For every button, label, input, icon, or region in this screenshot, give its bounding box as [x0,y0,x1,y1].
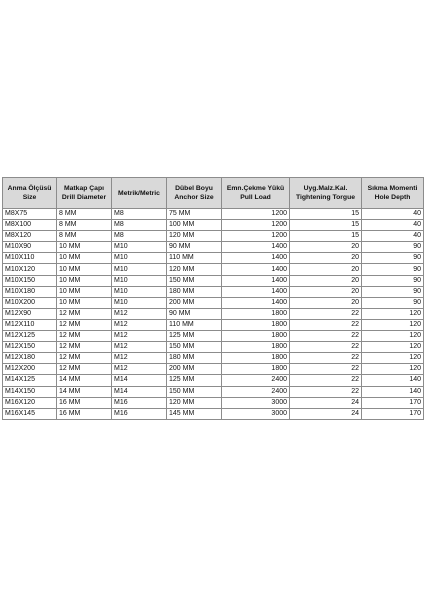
cell-size: M12X125 [3,331,57,342]
cell-tightening-torque: 22 [290,319,362,330]
cell-hole-depth: 120 [362,353,424,364]
cell-pull-load: 1800 [222,364,290,375]
cell-tightening-torque: 22 [290,386,362,397]
cell-hole-depth: 120 [362,342,424,353]
cell-size: M10X180 [3,286,57,297]
cell-metric: M10 [112,242,167,253]
cell-metric: M12 [112,319,167,330]
table-row [3,319,424,330]
cell-pull-load: 1800 [222,331,290,342]
cell-anchor-size: 100 MM [167,220,222,231]
cell-drill-diameter: 12 MM [57,342,112,353]
table-row [3,253,424,264]
table-row [3,286,424,297]
cell-drill-diameter: 10 MM [57,297,112,308]
cell-pull-load: 1400 [222,242,290,253]
cell-anchor-size: 150 MM [167,386,222,397]
header-metric-label: Metrik/Metric [118,189,160,197]
cell-metric: M10 [112,286,167,297]
table-row [3,408,424,419]
cell-drill-diameter: 8 MM [57,231,112,242]
cell-pull-load: 2400 [222,386,290,397]
cell-drill-diameter: 12 MM [57,308,112,319]
cell-anchor-size: 110 MM [167,319,222,330]
cell-hole-depth: 120 [362,319,424,330]
table-row [3,231,424,242]
header-drill-diameter [57,178,112,209]
table-row [3,308,424,319]
cell-pull-load: 1400 [222,264,290,275]
header-size-en: Size [22,194,37,201]
cell-hole-depth: 170 [362,408,424,419]
cell-drill-diameter: 14 MM [57,375,112,386]
cell-metric: M10 [112,297,167,308]
cell-tightening-torque: 22 [290,331,362,342]
cell-tightening-torque: 20 [290,286,362,297]
cell-hole-depth: 90 [362,275,424,286]
cell-drill-diameter: 12 MM [57,364,112,375]
table-row [3,342,424,353]
cell-hole-depth: 90 [362,297,424,308]
cell-anchor-size: 150 MM [167,275,222,286]
cell-metric: M8 [112,220,167,231]
table-body [3,209,424,420]
cell-anchor-size: 200 MM [167,364,222,375]
cell-pull-load: 1800 [222,308,290,319]
cell-size: M8X100 [3,220,57,231]
cell-metric: M10 [112,253,167,264]
cell-metric: M12 [112,342,167,353]
table-row [3,242,424,253]
table-row [3,297,424,308]
cell-metric: M14 [112,375,167,386]
header-drill-diameter-tr: Matkap Çapı [63,185,105,192]
cell-pull-load: 1800 [222,342,290,353]
table-row [3,397,424,408]
cell-anchor-size: 120 MM [167,397,222,408]
cell-pull-load: 1400 [222,297,290,308]
cell-drill-diameter: 10 MM [57,242,112,253]
cell-drill-diameter: 10 MM [57,264,112,275]
cell-hole-depth: 140 [362,375,424,386]
header-tightening-torque-tr: Uyg.Malz.Kal. [303,185,348,192]
cell-anchor-size: 145 MM [167,408,222,419]
header-anchor-size [167,178,222,209]
cell-size: M12X90 [3,308,57,319]
cell-pull-load: 1400 [222,286,290,297]
cell-hole-depth: 120 [362,364,424,375]
cell-metric: M12 [112,331,167,342]
cell-drill-diameter: 10 MM [57,286,112,297]
cell-anchor-size: 180 MM [167,286,222,297]
cell-tightening-torque: 20 [290,275,362,286]
table-row [3,220,424,231]
cell-drill-diameter: 10 MM [57,253,112,264]
cell-size: M10X120 [3,264,57,275]
cell-metric: M8 [112,209,167,220]
cell-hole-depth: 90 [362,264,424,275]
header-anchor-size-en: Anchor Size [174,194,214,201]
table-header-row [3,178,424,209]
cell-pull-load: 1200 [222,220,290,231]
cell-pull-load: 3000 [222,397,290,408]
cell-tightening-torque: 15 [290,231,362,242]
cell-hole-depth: 140 [362,386,424,397]
cell-pull-load: 3000 [222,408,290,419]
cell-anchor-size: 90 MM [167,308,222,319]
cell-tightening-torque: 22 [290,375,362,386]
cell-metric: M12 [112,308,167,319]
cell-tightening-torque: 22 [290,308,362,319]
table-row [3,331,424,342]
cell-size: M14X150 [3,386,57,397]
cell-tightening-torque: 22 [290,353,362,364]
table-row [3,264,424,275]
cell-drill-diameter: 8 MM [57,209,112,220]
cell-tightening-torque: 22 [290,364,362,375]
cell-size: M14X125 [3,375,57,386]
cell-metric: M16 [112,408,167,419]
cell-size: M10X150 [3,275,57,286]
header-hole-depth [362,178,424,209]
anchor-spec-table [2,177,424,420]
cell-anchor-size: 125 MM [167,331,222,342]
cell-hole-depth: 120 [362,331,424,342]
table-row [3,275,424,286]
header-size [3,178,57,209]
cell-metric: M12 [112,364,167,375]
cell-tightening-torque: 15 [290,209,362,220]
cell-anchor-size: 125 MM [167,375,222,386]
header-tightening-torque-en: Tightening Torgue [295,194,356,201]
cell-drill-diameter: 16 MM [57,408,112,419]
cell-drill-diameter: 12 MM [57,331,112,342]
header-pull-load [222,178,290,209]
cell-metric: M16 [112,397,167,408]
header-anchor-size-tr: Dübel Boyu [175,185,213,192]
cell-tightening-torque: 20 [290,253,362,264]
cell-pull-load: 1400 [222,275,290,286]
cell-size: M12X200 [3,364,57,375]
cell-anchor-size: 120 MM [167,264,222,275]
cell-metric: M10 [112,264,167,275]
cell-drill-diameter: 12 MM [57,353,112,364]
cell-hole-depth: 40 [362,209,424,220]
cell-drill-diameter: 14 MM [57,386,112,397]
cell-pull-load: 1200 [222,231,290,242]
cell-pull-load: 1800 [222,353,290,364]
cell-drill-diameter: 10 MM [57,275,112,286]
cell-anchor-size: 110 MM [167,253,222,264]
cell-drill-diameter: 12 MM [57,319,112,330]
cell-size: M10X110 [3,253,57,264]
cell-anchor-size: 120 MM [167,231,222,242]
cell-size: M12X150 [3,342,57,353]
header-size-tr: Anma Ölçüsü [7,185,52,192]
cell-hole-depth: 40 [362,220,424,231]
header-hole-depth-en: Hole Depth [374,194,411,201]
header-metric [112,178,167,209]
table-row [3,386,424,397]
cell-metric: M8 [112,231,167,242]
cell-size: M10X90 [3,242,57,253]
header-tightening-torque [290,178,362,209]
cell-pull-load: 2400 [222,375,290,386]
cell-hole-depth: 90 [362,242,424,253]
cell-size: M8X75 [3,209,57,220]
cell-tightening-torque: 20 [290,264,362,275]
cell-tightening-torque: 24 [290,408,362,419]
cell-anchor-size: 90 MM [167,242,222,253]
cell-pull-load: 1400 [222,253,290,264]
cell-metric: M10 [112,275,167,286]
header-hole-depth-tr: Sıkma Momenti [367,185,418,192]
cell-anchor-size: 200 MM [167,297,222,308]
cell-hole-depth: 120 [362,308,424,319]
cell-size: M16X145 [3,408,57,419]
cell-anchor-size: 180 MM [167,353,222,364]
table-row [3,364,424,375]
table-row [3,353,424,364]
cell-size: M12X180 [3,353,57,364]
header-pull-load-en: Pull Load [240,194,271,201]
table-row [3,375,424,386]
cell-size: M16X120 [3,397,57,408]
cell-tightening-torque: 20 [290,297,362,308]
cell-drill-diameter: 16 MM [57,397,112,408]
cell-hole-depth: 40 [362,231,424,242]
header-drill-diameter-en: Drill Diameter [61,194,107,201]
table-row [3,209,424,220]
cell-hole-depth: 90 [362,286,424,297]
cell-tightening-torque: 22 [290,342,362,353]
cell-pull-load: 1200 [222,209,290,220]
cell-hole-depth: 90 [362,253,424,264]
cell-size: M10X200 [3,297,57,308]
cell-size: M12X110 [3,319,57,330]
cell-anchor-size: 150 MM [167,342,222,353]
cell-metric: M12 [112,353,167,364]
cell-tightening-torque: 24 [290,397,362,408]
cell-drill-diameter: 8 MM [57,220,112,231]
cell-tightening-torque: 20 [290,242,362,253]
cell-hole-depth: 170 [362,397,424,408]
header-pull-load-tr: Emn.Çekme Yükü [226,185,285,192]
cell-size: M8X120 [3,231,57,242]
cell-anchor-size: 75 MM [167,209,222,220]
cell-metric: M14 [112,386,167,397]
cell-pull-load: 1800 [222,319,290,330]
cell-tightening-torque: 15 [290,220,362,231]
